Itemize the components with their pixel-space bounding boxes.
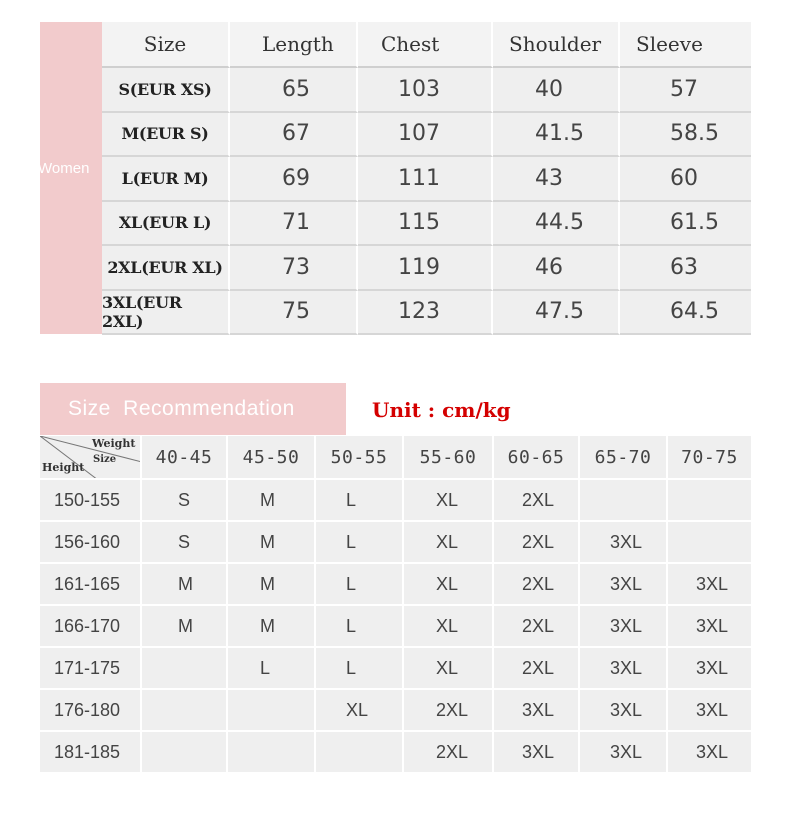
height-range-cell: 171-175 xyxy=(40,648,142,690)
column-header: Shoulder xyxy=(493,22,620,68)
recommended-size-cell xyxy=(316,732,404,774)
recommended-size-cell: 3XL xyxy=(580,606,668,648)
measurement-cell-length: 71 xyxy=(230,202,358,247)
size-recommendation-title: Size Recommendation xyxy=(68,397,295,420)
recommended-size-cell: M xyxy=(142,606,228,648)
measurement-cell-length: 75 xyxy=(230,291,358,336)
size-label-cell: M(EUR S) xyxy=(102,113,230,158)
weight-range-header: 65-70 xyxy=(580,436,668,480)
column-header: Length xyxy=(230,22,358,68)
measurement-cell-chest: 103 xyxy=(358,68,493,113)
measurement-cell-length: 73 xyxy=(230,246,358,291)
recommended-size-cell: XL xyxy=(404,648,494,690)
recommended-size-cell: 3XL xyxy=(668,564,751,606)
recommended-size-cell xyxy=(228,732,316,774)
recommended-size-cell xyxy=(142,732,228,774)
size-recommendation-table xyxy=(40,436,751,774)
table-corner-header xyxy=(40,436,142,480)
measurement-cell-shoulder: 43 xyxy=(493,157,620,202)
recommended-size-cell xyxy=(668,522,751,564)
recommended-size-cell: M xyxy=(228,606,316,648)
measurement-cell-sleeve: 61.5 xyxy=(620,202,751,247)
height-range-cell: 181-185 xyxy=(40,732,142,774)
measurement-cell-sleeve: 58.5 xyxy=(620,113,751,158)
measurement-cell-shoulder: 44.5 xyxy=(493,202,620,247)
measurement-cell-sleeve: 64.5 xyxy=(620,291,751,336)
recommended-size-cell: 3XL xyxy=(580,522,668,564)
recommended-size-cell: S xyxy=(142,522,228,564)
measurement-cell-shoulder: 46 xyxy=(493,246,620,291)
recommended-size-cell xyxy=(668,480,751,522)
size-chart xyxy=(40,22,751,336)
corner-size-label: Size xyxy=(93,454,117,465)
women-group-label-bar xyxy=(40,22,102,334)
recommended-size-cell: 3XL xyxy=(668,648,751,690)
recommended-size-cell: 3XL xyxy=(494,690,580,732)
weight-range-header: 70-75 xyxy=(668,436,751,480)
women-group-label: Women xyxy=(38,159,90,177)
height-range-cell: 166-170 xyxy=(40,606,142,648)
recommended-size-cell: XL xyxy=(316,690,404,732)
recommended-size-cell: L xyxy=(316,522,404,564)
height-range-cell: 156-160 xyxy=(40,522,142,564)
recommended-size-cell: 3XL xyxy=(668,732,751,774)
weight-range-header: 40-45 xyxy=(142,436,228,480)
size-label-cell: XL(EUR L) xyxy=(102,202,230,247)
recommended-size-cell: 3XL xyxy=(580,690,668,732)
measurement-cell-chest: 111 xyxy=(358,157,493,202)
recommended-size-cell: L xyxy=(228,648,316,690)
recommended-size-cell: 3XL xyxy=(494,732,580,774)
recommended-size-cell: 3XL xyxy=(580,564,668,606)
recommended-size-cell: 3XL xyxy=(668,690,751,732)
corner-weight-label: Weight xyxy=(92,437,136,450)
size-recommendation-banner xyxy=(40,383,346,435)
size-label-cell: 3XL(EUR 2XL) xyxy=(102,291,230,336)
recommended-size-cell: XL xyxy=(404,522,494,564)
measurement-cell-chest: 123 xyxy=(358,291,493,336)
recommended-size-cell: 3XL xyxy=(580,732,668,774)
recommended-size-cell: L xyxy=(316,480,404,522)
recommended-size-cell: S xyxy=(142,480,228,522)
height-range-cell: 161-165 xyxy=(40,564,142,606)
weight-range-header: 55-60 xyxy=(404,436,494,480)
recommended-size-cell xyxy=(228,690,316,732)
column-header: Size xyxy=(102,22,230,68)
recommended-size-cell: 3XL xyxy=(668,606,751,648)
recommended-size-cell: 2XL xyxy=(494,564,580,606)
size-table xyxy=(102,22,751,335)
recommended-size-cell: XL xyxy=(404,606,494,648)
recommended-size-cell xyxy=(142,648,228,690)
recommended-size-cell: 3XL xyxy=(580,648,668,690)
corner-height-label: Height xyxy=(42,461,85,474)
recommended-size-cell: M xyxy=(228,480,316,522)
recommended-size-cell: 2XL xyxy=(494,522,580,564)
recommended-size-cell: XL xyxy=(404,564,494,606)
recommended-size-cell: L xyxy=(316,606,404,648)
size-label-cell: L(EUR M) xyxy=(102,157,230,202)
column-header: Sleeve xyxy=(620,22,751,68)
recommended-size-cell: M xyxy=(228,564,316,606)
recommended-size-cell: 2XL xyxy=(494,606,580,648)
recommendation-grid xyxy=(40,436,751,774)
recommended-size-cell: 2XL xyxy=(494,480,580,522)
height-range-cell: 176-180 xyxy=(40,690,142,732)
recommended-size-cell: L xyxy=(316,564,404,606)
height-range-cell: 150-155 xyxy=(40,480,142,522)
recommended-size-cell: M xyxy=(228,522,316,564)
recommended-size-cell: 2XL xyxy=(404,732,494,774)
recommended-size-cell xyxy=(580,480,668,522)
recommended-size-cell: 2XL xyxy=(404,690,494,732)
measurement-cell-length: 65 xyxy=(230,68,358,113)
measurement-cell-chest: 107 xyxy=(358,113,493,158)
recommended-size-cell: M xyxy=(142,564,228,606)
measurement-cell-shoulder: 47.5 xyxy=(493,291,620,336)
measurement-cell-length: 67 xyxy=(230,113,358,158)
measurement-cell-shoulder: 41.5 xyxy=(493,113,620,158)
measurement-cell-chest: 115 xyxy=(358,202,493,247)
measurement-cell-shoulder: 40 xyxy=(493,68,620,113)
weight-range-header: 60-65 xyxy=(494,436,580,480)
measurement-cell-sleeve: 57 xyxy=(620,68,751,113)
recommended-size-cell: L xyxy=(316,648,404,690)
measurement-cell-chest: 119 xyxy=(358,246,493,291)
recommended-size-cell: XL xyxy=(404,480,494,522)
column-header: Chest xyxy=(358,22,493,68)
measurement-cell-sleeve: 63 xyxy=(620,246,751,291)
size-label-cell: 2XL(EUR XL) xyxy=(102,246,230,291)
measurement-cell-length: 69 xyxy=(230,157,358,202)
unit-label: Unit : cm/kg xyxy=(372,398,511,422)
size-label-cell: S(EUR XS) xyxy=(102,68,230,113)
recommended-size-cell xyxy=(142,690,228,732)
weight-range-header: 50-55 xyxy=(316,436,404,480)
weight-range-header: 45-50 xyxy=(228,436,316,480)
measurement-cell-sleeve: 60 xyxy=(620,157,751,202)
recommended-size-cell: 2XL xyxy=(494,648,580,690)
